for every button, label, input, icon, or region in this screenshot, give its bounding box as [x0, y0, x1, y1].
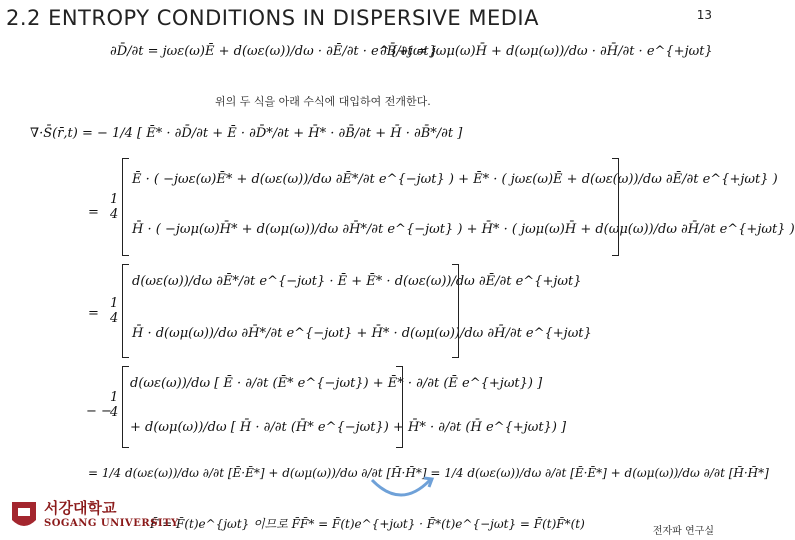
equals-fraction-4: 1 4 — [110, 390, 119, 420]
logo-name-korean: 서강대학교 — [44, 499, 117, 517]
equation-dB-dt: ∂B̄/∂t = jωμ(ω)H̄ + d(ωμ(ω))/dω · ∂H̄/∂t · e^{+jωt} — [380, 44, 713, 59]
expansion-line-2b: H̄ · ( −jωμ(ω)H̄* + d(ωμ(ω))/dω ∂H̄*/∂t e^{−jωt} ) + H̄* · ( jωμ(ω)H̄ + d(ωμ(ω))/dω ∂H̄/∂t e^{+jωt} ) — [132, 222, 795, 237]
left-bracket-4 — [122, 366, 129, 448]
divergence-rhs: 1/4 [ Ē* · ∂D̄/∂t + Ē · ∂D̄*/∂t + H̄* · ∂B̄/∂t + H̄ · ∂B̄*/∂t ] — [112, 126, 463, 141]
lab-name: 전자파 연구실 — [652, 526, 714, 537]
curved-arrow-icon — [366, 476, 436, 506]
equation-dD-dt: ∂D̄/∂t = jωε(ω)Ē + d(ωε(ω))/dω · ∂Ē/∂t · e^{+jωt} — [110, 44, 437, 59]
equals-fraction-2: 1 4 — [110, 192, 119, 222]
left-bracket-2 — [122, 158, 129, 256]
equals-sign-3: = — [88, 306, 99, 321]
expansion-line-2a: Ē · ( −jωε(ω)Ē* + d(ωε(ω))/dω ∂Ē*/∂t e^{−jωt} ) + Ē* · ( jωε(ω)Ē + d(ωε(ω))/dω ∂Ē/∂t e^{+jωt} ) — [132, 172, 778, 187]
left-bracket-3 — [122, 264, 129, 358]
divergence-lhs: ∇·S̄(r̄,t) = − — [30, 126, 108, 141]
equals-fraction-3: 1 4 — [110, 296, 119, 326]
slide-title: 2.2 ENTROPY CONDITIONS IN DISPERSIVE MEDIA — [6, 6, 539, 30]
logo-name-english: SOGANG UNIVERSITY — [44, 518, 179, 529]
bottom-identity-note: F̄ = F̄(t)e^{jωt} 이므로 F̄F̄* = F̄(t)e^{+jωt} · F̄*(t)e^{−jωt} = F̄(t)F̄*(t) — [150, 517, 585, 531]
page-number: 13 — [696, 8, 712, 22]
right-bracket-2 — [612, 158, 619, 256]
right-bracket-4 — [396, 366, 403, 448]
expansion-line-4b: + d(ωμ(ω))/dω [ H̄ · ∂/∂t (H̄* e^{−jωt}) + H̄* · ∂/∂t (H̄ e^{+jωt}) ] — [130, 420, 567, 435]
expansion-line-3b: H̄ · d(ωμ(ω))/dω ∂H̄*/∂t e^{−jωt} + H̄* · d(ωμ(ω))/dω ∂H̄/∂t e^{+jωt} — [132, 326, 592, 341]
right-bracket-3 — [452, 264, 459, 358]
final-result-line: = 1/4 d(ωε(ω))/dω ∂/∂t [Ē·Ē*] + d(ωμ(ω))/dω ∂/∂t [H̄·H̄*] = 1/4 d(ωε(ω))/dω ∂/∂t [Ē·Ē*] + d(ωμ(ω))/dω ∂/∂t [H̄·H̄*] — [88, 466, 769, 480]
sogang-logo-icon — [8, 498, 40, 534]
expansion-line-3a: d(ωε(ω))/dω ∂Ē*/∂t e^{−jωt} · Ē + Ē* · d(ωε(ω))/dω ∂Ē/∂t e^{+jωt} — [132, 274, 582, 289]
expansion-line-4a: d(ωε(ω))/dω [ Ē · ∂/∂t (Ē* e^{−jωt}) + Ē* · ∂/∂t (Ē e^{+jωt}) ] — [130, 376, 543, 391]
minus-sign-4: − − — [86, 404, 112, 419]
equals-sign-2: = — [88, 205, 99, 220]
korean-instruction: 위의 두 식을 아래 수식에 대입하여 전개한다. — [215, 95, 431, 108]
